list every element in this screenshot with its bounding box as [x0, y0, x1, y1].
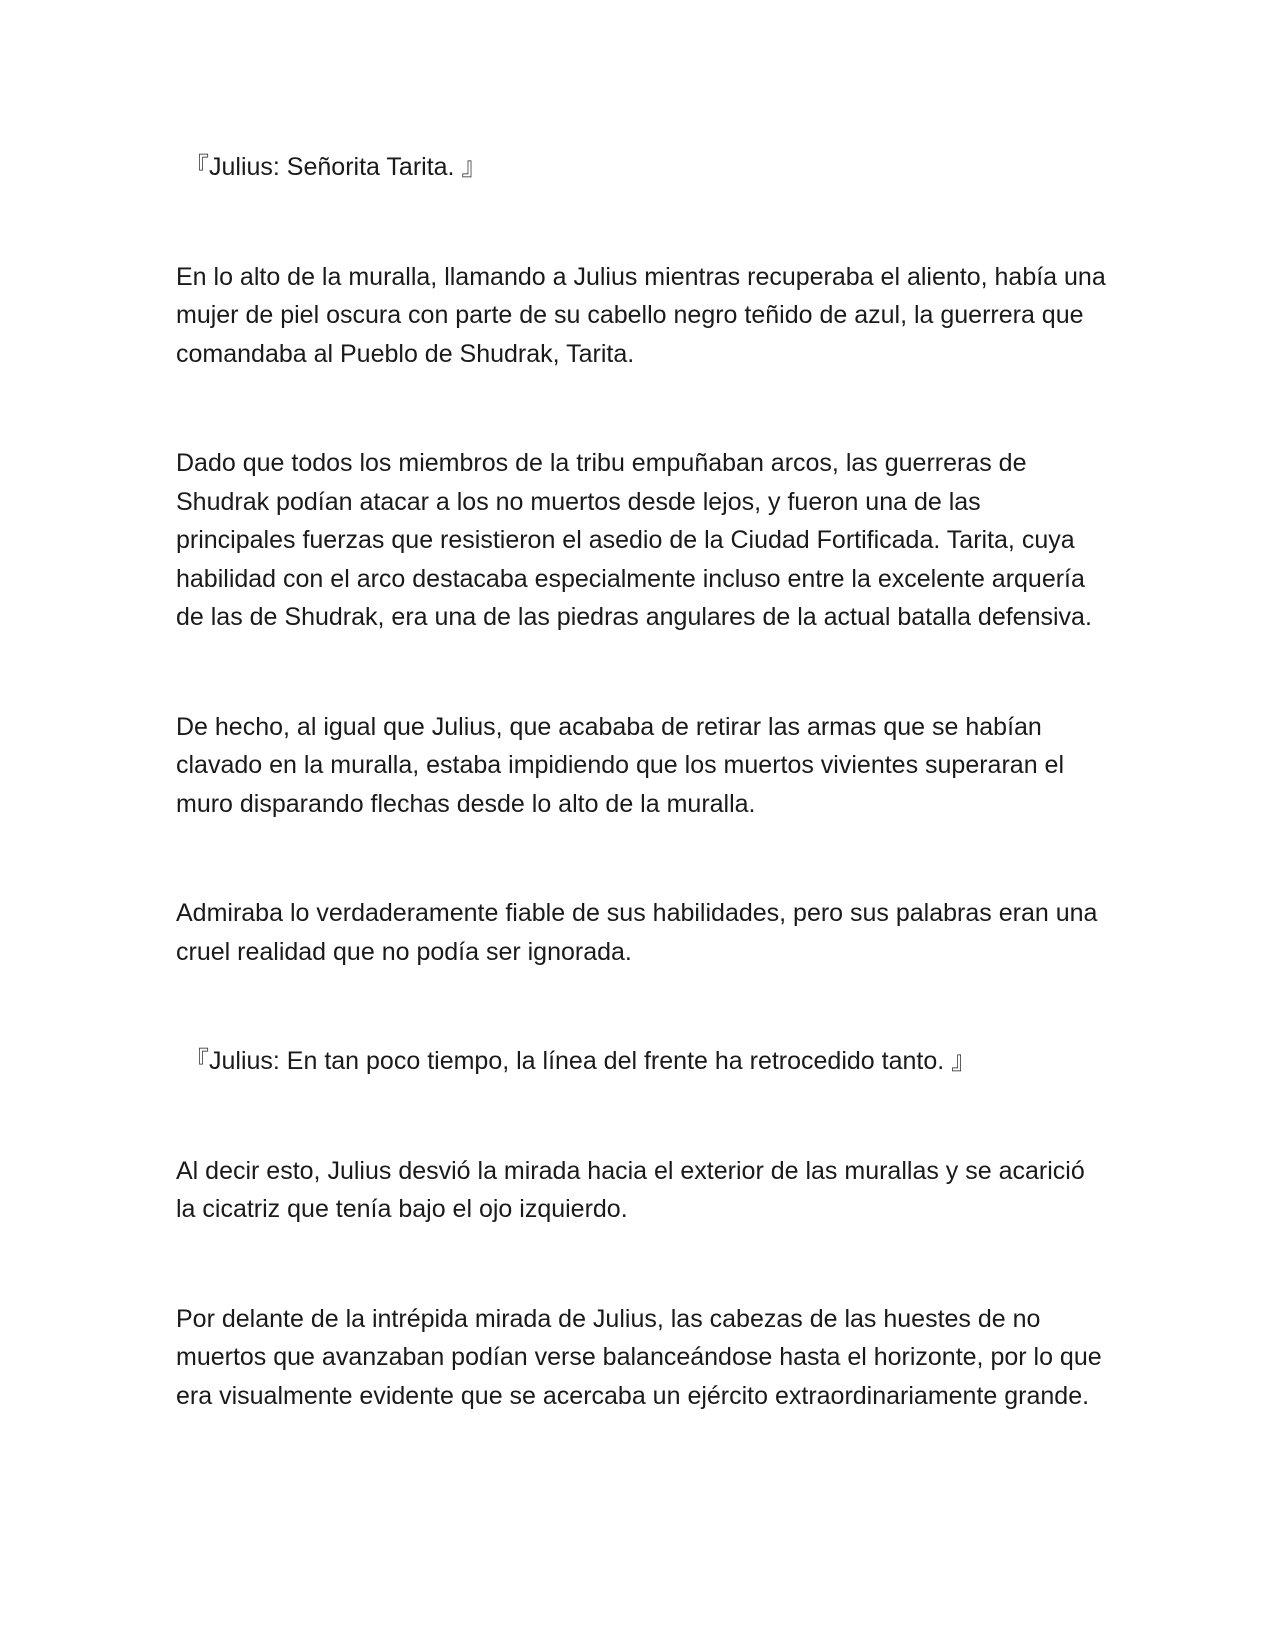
dialogue-paragraph: 『Julius: En tan poco tiempo, la línea del frente ha retrocedido tanto. 』 — [184, 1047, 977, 1075]
narration-paragraph: Dado que todos los miembros de la tribu empuñaban arcos, las guerreras de Shudrak podían atacar a los no muertos desde lejos, y fueron una de las principales fuerzas que resistieron el asedio de la Ciudad Fortificada. Tarita, cuya habilidad con el arco destacaba especialmente incluso entre la excelente arquería de las de Shudrak, era una de las piedras angulares de la actual batalla defensiva. — [176, 449, 1092, 631]
narration-paragraph: En lo alto de la muralla, llamando a Julius mientras recuperaba el aliento, había una mujer de piel oscura con parte de su cabello negro teñido de azul, la guerrera que comandaba al Pueblo de Shudrak, Tarita. — [176, 262, 1106, 368]
narration-paragraph: Al decir esto, Julius desvió la mirada hacia el exterior de las murallas y se acarició la cicatriz que tenía bajo el ojo izquierdo. — [176, 1156, 1085, 1223]
dialogue-paragraph: 『Julius: Señorita Tarita. 』 — [184, 153, 487, 181]
narration-paragraph: Por delante de la intrépida mirada de Julius, las cabezas de las huestes de no muertos que avanzaban podían verse balanceándose hasta el horizonte, por lo que era visualmente evidente que se acercaba un ejército extraordinariamente grande. — [176, 1304, 1102, 1410]
narration-paragraph: De hecho, al igual que Julius, que acababa de retirar las armas que se habían clavado en la muralla, estaba impidiendo que los muertos vivientes superaran el muro disparando flechas desde lo alto de la muralla. — [176, 712, 1065, 818]
document-body — [176, 148, 1106, 1486]
narration-paragraph: Admiraba lo verdaderamente fiable de sus habilidades, pero sus palabras eran una cruel realidad que no podía ser ignorada. — [176, 899, 1098, 966]
